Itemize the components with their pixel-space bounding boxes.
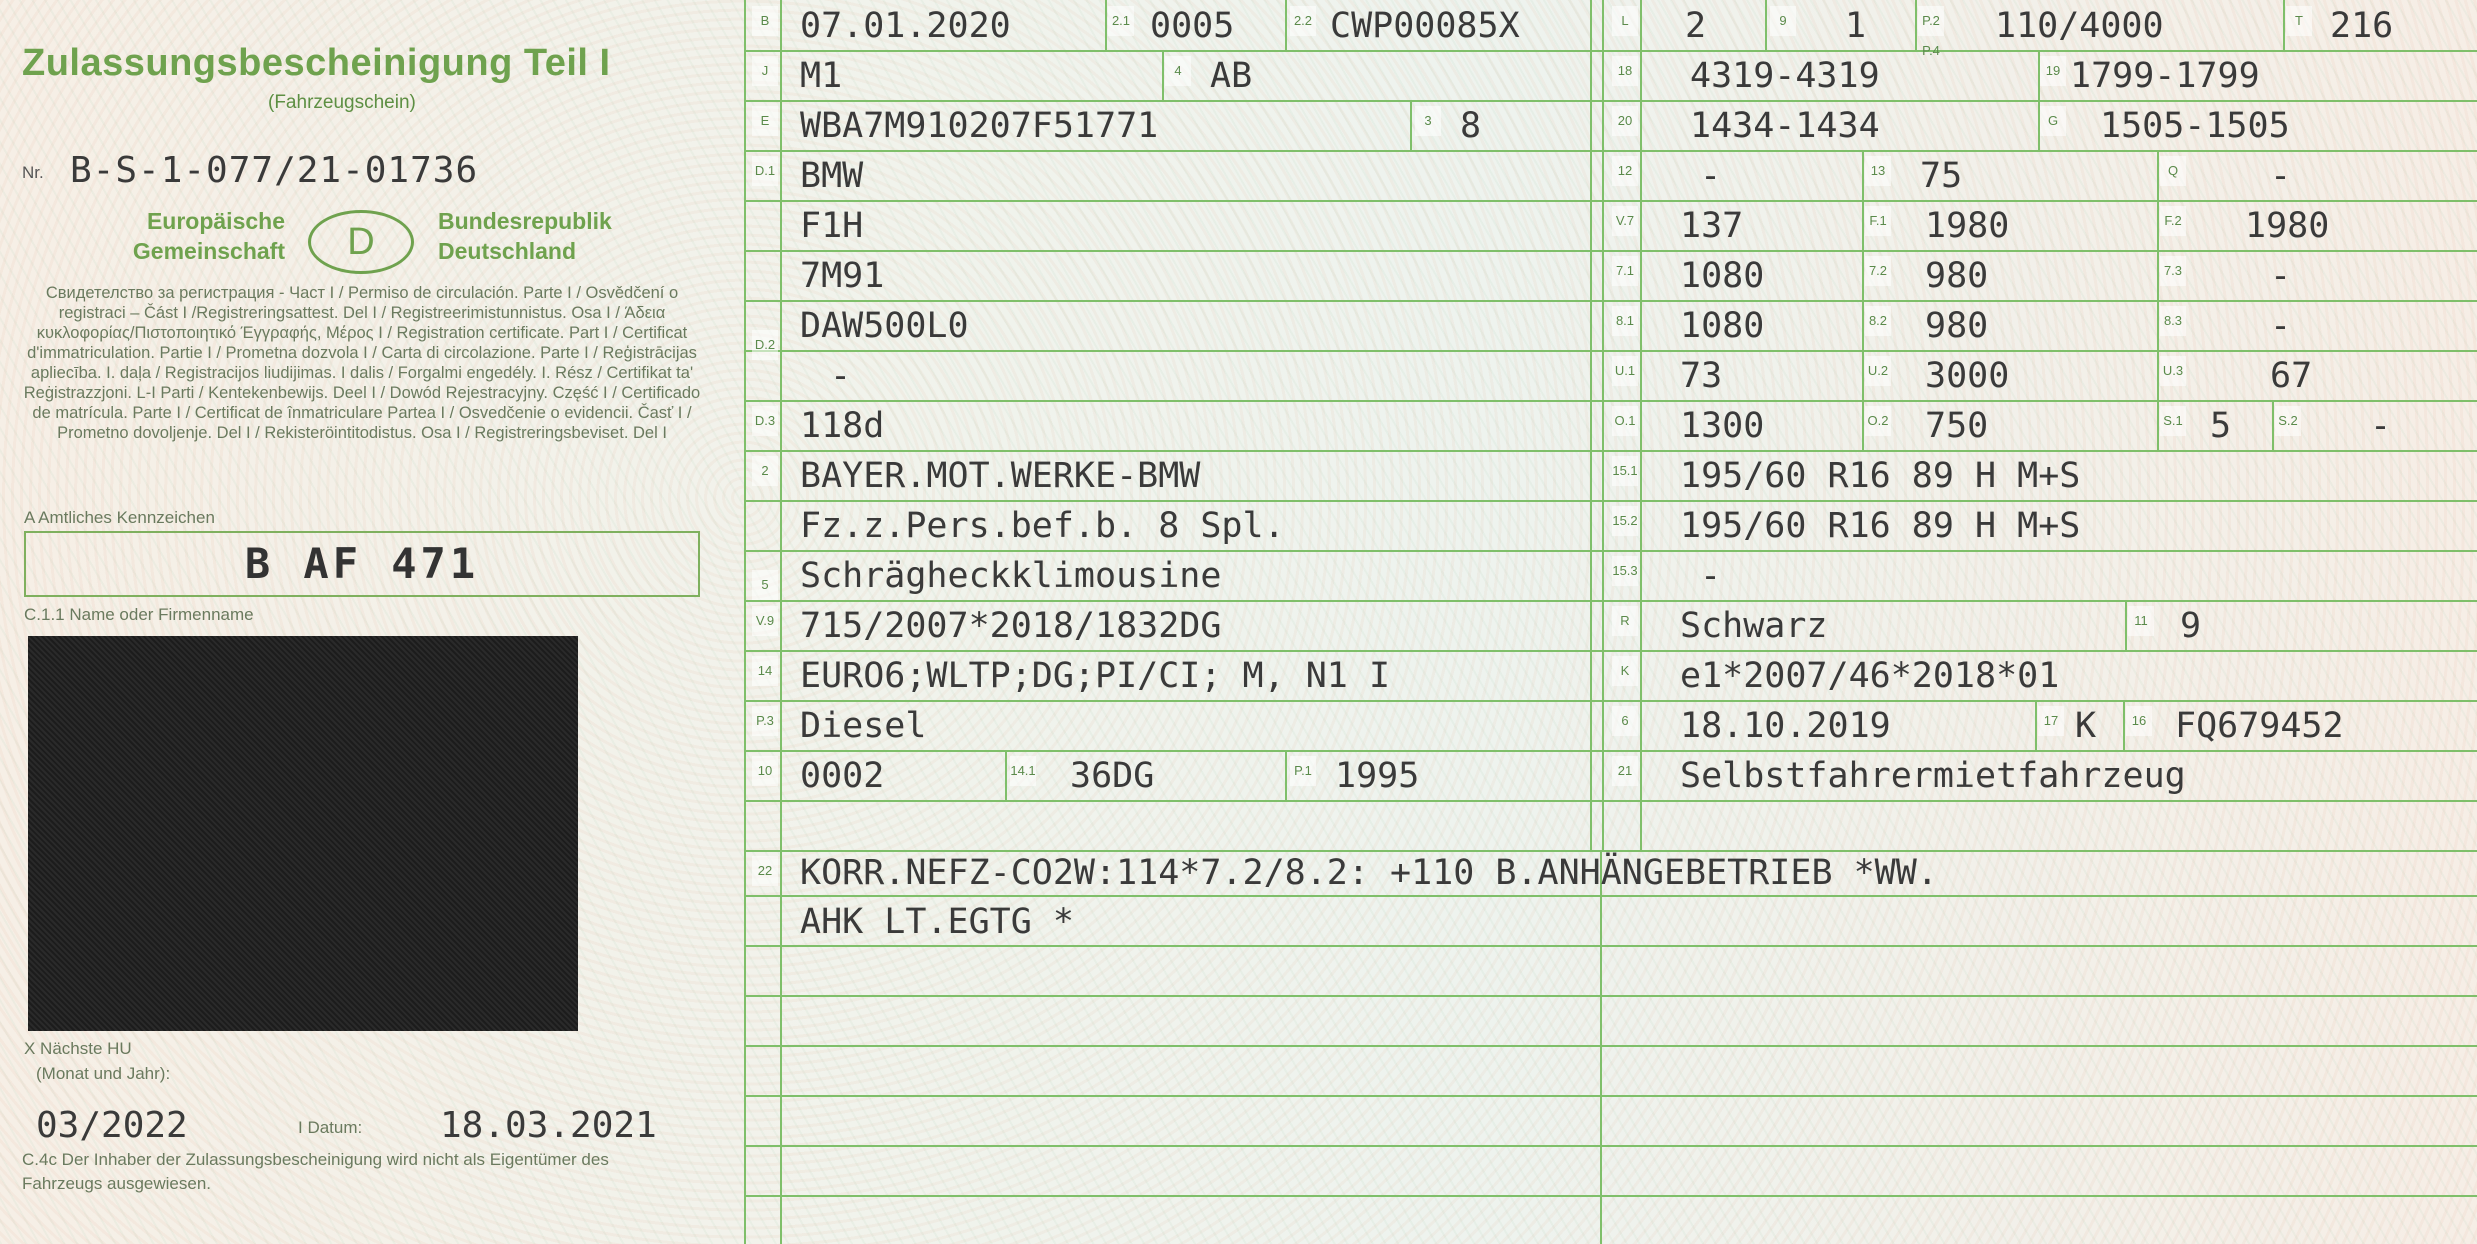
field-f2: BAYER.MOT.WERKE-BMW: [800, 456, 1201, 496]
row-line-3: [744, 200, 2477, 202]
document-number: B-S-1-077/21-01736: [70, 150, 479, 191]
row-line-14: [744, 750, 2477, 752]
eu-label-line2: Gemeinschaft: [132, 238, 285, 264]
field-d2-2: 7M91: [800, 256, 885, 296]
field-f14: EURO6;WLTP;DG;PI/CI; M, N1 I: [800, 656, 1391, 696]
field-g: 1505-1505: [2100, 106, 2290, 146]
cell-divider: [1162, 50, 1164, 100]
label-f21: 21: [1612, 756, 1638, 786]
label-f15-1: 15.1: [1612, 456, 1638, 486]
field-22-line2: AHK LT.EGTG *: [800, 902, 1074, 942]
label-v7: V.7: [1612, 206, 1638, 236]
form-center-divider-2: [1602, 0, 1604, 850]
label-e: E: [752, 106, 778, 136]
field-q: -: [2270, 156, 2292, 196]
label-u1: U.1: [1612, 356, 1638, 386]
field-o1: 1300: [1680, 406, 1765, 446]
cell-divider: [2123, 700, 2125, 750]
cell-divider: [1862, 150, 1864, 450]
label-p2p4: P.2 P.4: [1918, 6, 1944, 36]
row-line-10: [744, 550, 2477, 552]
row-line-20: [744, 1045, 2477, 1047]
label-d3: D.3: [752, 406, 778, 436]
cell-divider: [2125, 600, 2127, 650]
field-u2: 3000: [1925, 356, 2010, 396]
label-k: K: [1612, 656, 1638, 686]
label-f2: F.2: [2160, 206, 2186, 236]
field-s1: 5: [2210, 406, 2232, 446]
cell-divider: [2272, 400, 2274, 450]
cell-divider: [2283, 0, 2285, 50]
field-f15-1: 195/60 R16 89 H M+S: [1680, 456, 2081, 496]
field-f16: FQ679452: [2175, 706, 2344, 746]
field-f13: 75: [1920, 156, 1963, 196]
field-f15-2: 195/60 R16 89 H M+S: [1680, 506, 2081, 546]
field-f10: 0002: [800, 756, 885, 796]
row-line-5: [744, 300, 2477, 302]
cell-divider: [1765, 0, 1767, 50]
cell-divider: [1005, 750, 1007, 800]
field-p1: 1995: [1335, 756, 1420, 796]
field-f21: Selbstfahrermietfahrzeug: [1680, 756, 2186, 796]
label-5: 5: [752, 570, 778, 600]
label-f20: 20: [1612, 106, 1638, 136]
field-v9: 715/2007*2018/1832DG: [800, 606, 1222, 646]
field-f2-2: CWP00085X: [1330, 6, 1520, 46]
label-f2_2: 2.2: [1290, 6, 1316, 36]
field-v7: 137: [1680, 206, 1744, 246]
cell-divider: [2157, 150, 2159, 450]
label-u2: U.2: [1865, 356, 1891, 386]
label-s2: S.2: [2275, 406, 2301, 436]
row-line-12: [744, 650, 2477, 652]
redacted-name-block: [28, 636, 578, 1031]
row-line-0: [744, 50, 2477, 52]
eu-label-line1: Europäische: [146, 208, 285, 234]
eu-label: [110, 206, 285, 266]
field-f3: 8: [1460, 106, 1482, 146]
label-f14_1: 14.1: [1010, 756, 1036, 786]
label-j: J: [752, 56, 778, 86]
country-label-line2: Deutschland: [438, 238, 577, 264]
label-f14: 14: [752, 656, 778, 686]
field-f19: 1799-1799: [2070, 56, 2260, 96]
row-line-11: [744, 600, 2477, 602]
field-d2-1: F1H: [800, 206, 864, 246]
field-f8-2: 980: [1925, 306, 1989, 346]
field-f7-3: -: [2270, 256, 2292, 296]
row-line-1: [744, 100, 2477, 102]
field-f6: 18.10.2019: [1680, 706, 1891, 746]
field-f9: 1: [1845, 6, 1867, 46]
label-u3: U.3: [2160, 356, 2186, 386]
field-d1: BMW: [800, 156, 864, 196]
field-f15-3: -: [1700, 556, 1722, 596]
field-f1: 1980: [1925, 206, 2010, 246]
label-g: G: [2040, 106, 2066, 136]
datum-value: 18.03.2021: [440, 1105, 657, 1146]
label-f17: 17: [2038, 706, 2064, 736]
field-f20: 1434-1434: [1690, 106, 1880, 146]
field-f2-1: 0005: [1150, 6, 1235, 46]
row-line-22: [744, 1145, 2477, 1147]
row-line-8: [744, 450, 2477, 452]
cell-divider: [2038, 50, 2040, 150]
label-p1: P.1: [1290, 756, 1316, 786]
field-e: WBA7M910207F51771: [800, 106, 1159, 146]
field-f17: K: [2075, 706, 2097, 746]
kennzeichen-value: B AF 471: [244, 539, 480, 588]
label-f16: 16: [2126, 706, 2152, 736]
form-center-divider: [1590, 0, 1592, 850]
field-f5-2: Schrägheckklimousine: [800, 556, 1222, 596]
label-f18: 18: [1612, 56, 1638, 86]
field-d2-3: DAW500L0: [800, 306, 969, 346]
nr-label: Nr.: [22, 163, 44, 182]
field-o2: 750: [1925, 406, 1989, 446]
label-f19: 19: [2040, 56, 2066, 86]
field-f4: AB: [1210, 56, 1253, 96]
field-p2p4: 110/4000: [1995, 6, 2164, 46]
label-f13: 13: [1865, 156, 1891, 186]
row-line-13: [744, 700, 2477, 702]
field-d3: 118d: [800, 406, 885, 446]
field-d2-4: -: [830, 356, 852, 396]
field-f7-2: 980: [1925, 256, 1989, 296]
label-f12: 12: [1612, 156, 1638, 186]
country-code-oval: D: [308, 210, 414, 274]
label-d2: D.2: [752, 330, 778, 360]
next-hu-sublabel: (Monat und Jahr):: [36, 1064, 171, 1083]
cell-divider: [1285, 750, 1287, 800]
label-f9: 9: [1770, 6, 1796, 36]
label-f8-3: 8.3: [2160, 306, 2186, 336]
label-f2_1: 2.1: [1108, 6, 1134, 36]
field-u1: 73: [1680, 356, 1723, 396]
country-label-line1: Bundesrepublik: [438, 208, 612, 234]
label-t: T: [2286, 6, 2312, 36]
label-o2: O.2: [1865, 406, 1891, 436]
form-bottom-divider: [1600, 850, 1602, 1244]
row-line-4: [744, 250, 2477, 252]
country-label: [438, 206, 612, 266]
cell-divider: [1285, 0, 1287, 50]
label-f4: 4: [1165, 56, 1191, 86]
label-22: 22: [752, 856, 778, 886]
name-label: C.1.1 Name oder Firmenname: [24, 605, 254, 624]
datum-label: I Datum:: [298, 1118, 363, 1137]
label-f10: 10: [752, 756, 778, 786]
label-q: Q: [2160, 156, 2186, 186]
field-22-line1: KORR.NEFZ-CO2W:114*7.2/8.2: +110 B.ANHÄNGEBETRIEB *WW.: [800, 853, 1938, 893]
label-b: B: [752, 6, 778, 36]
cell-divider: [1915, 0, 1917, 50]
label-f3: 3: [1415, 106, 1441, 136]
field-u3: 67: [2270, 356, 2313, 396]
label-f11: 11: [2128, 606, 2154, 636]
cell-divider: [1105, 0, 1107, 50]
document-title: Zulassungsbescheinigung Teil I: [22, 42, 611, 84]
row-line-17: [744, 895, 2477, 897]
field-r: Schwarz: [1680, 606, 1828, 646]
field-f5-1: Fz.z.Pers.bef.b. 8 Spl.: [800, 506, 1285, 546]
row-line-6: [744, 350, 2477, 352]
field-f14-1: 36DG: [1070, 756, 1155, 796]
cell-divider: [2035, 700, 2037, 750]
field-f2: 1980: [2245, 206, 2330, 246]
label-f7-1: 7.1: [1612, 256, 1638, 286]
field-l: 2: [1685, 6, 1707, 46]
field-f11: 9: [2180, 606, 2202, 646]
field-j: M1: [800, 56, 843, 96]
form-right-label-column: [1640, 0, 1642, 850]
field-b: 07.01.2020: [800, 6, 1011, 46]
row-line-23: [744, 1195, 2477, 1197]
cell-divider: [1410, 100, 1412, 150]
field-p3: Diesel: [800, 706, 927, 746]
label-o1: O.1: [1612, 406, 1638, 436]
label-f8-1: 8.1: [1612, 306, 1638, 336]
field-f7-1: 1080: [1680, 256, 1765, 296]
label-f1: F.1: [1865, 206, 1891, 236]
next-hu-label: X Nächste HU: [24, 1039, 132, 1058]
label-f7-3: 7.3: [2160, 256, 2186, 286]
row-line-19: [744, 995, 2477, 997]
multilingual-title-block: Свидетелство за регистрация - Част I / Permiso de circulación. Parte I / Osvědčení o registraci – Část I /Registreringsattest. Del I / Registreerimistunnistus. Osa I / Άδεια κυκλοφορίας/Πιστοποιητικό Έγγραφής, Μέρος I / Registration certificate. Part I / Certificat d'immatriculation. Partie I / Prometna dozvola I / Carta di circolazione. Parte I / Reģistrācijas apliecība. I. daļa / Registracijos liudijimas. I dalis / Forgalmi engedély. I. Rész / Certifikat ta' Reġistrazzjoni. L-I Parti / Kentekenbewijs. Deel I / Dowód Rejestracyjny. Część I / Certificado de matrícula. Parte I / Certificat de înmatriculare Partea I / Osvedčenie o evidencii. Časť I / Prometno dovoljenje. Del I / Rekisteröintitodistus. Osa I / Registreringsbeviset. Del I: [23, 284, 701, 442]
field-f8-1: 1080: [1680, 306, 1765, 346]
row-line-7: [744, 400, 2477, 402]
label-l: L: [1612, 6, 1638, 36]
field-f12: -: [1700, 156, 1722, 196]
label-f15-2: 15.2: [1612, 506, 1638, 536]
row-line-9: [744, 500, 2477, 502]
row-line-2: [744, 150, 2477, 152]
form-left-border: [744, 0, 746, 1244]
label-p3: P.3: [752, 706, 778, 736]
label-f8-2: 8.2: [1865, 306, 1891, 336]
field-t: 216: [2330, 6, 2394, 46]
label-f6: 6: [1612, 706, 1638, 736]
row-line-21: [744, 1095, 2477, 1097]
row-line-18: [744, 945, 2477, 947]
label-f7-2: 7.2: [1865, 256, 1891, 286]
field-f18: 4319-4319: [1690, 56, 1880, 96]
owner-notice: C.4c Der Inhaber der Zulassungsbescheinigung wird nicht als Eigentümer des Fahrzeugs ausgewiesen.: [22, 1150, 609, 1193]
form-label-column: [780, 0, 782, 1244]
label-d1: D.1: [752, 156, 778, 186]
label-f2: 2: [752, 456, 778, 486]
field-s2: -: [2370, 406, 2392, 446]
field-k: e1*2007/46*2018*01: [1680, 656, 2060, 696]
kennzeichen-label: A Amtliches Kennzeichen: [24, 508, 215, 527]
label-v9: V.9: [752, 606, 778, 636]
next-hu-value: 03/2022: [36, 1105, 188, 1146]
row-line-15: [744, 800, 2477, 802]
document-subtitle: (Fahrzeugschein): [268, 92, 416, 113]
label-r: R: [1612, 606, 1638, 636]
label-f15-3: 15.3: [1612, 556, 1638, 586]
label-s1: S.1: [2160, 406, 2186, 436]
field-f8-3: -: [2270, 306, 2292, 346]
